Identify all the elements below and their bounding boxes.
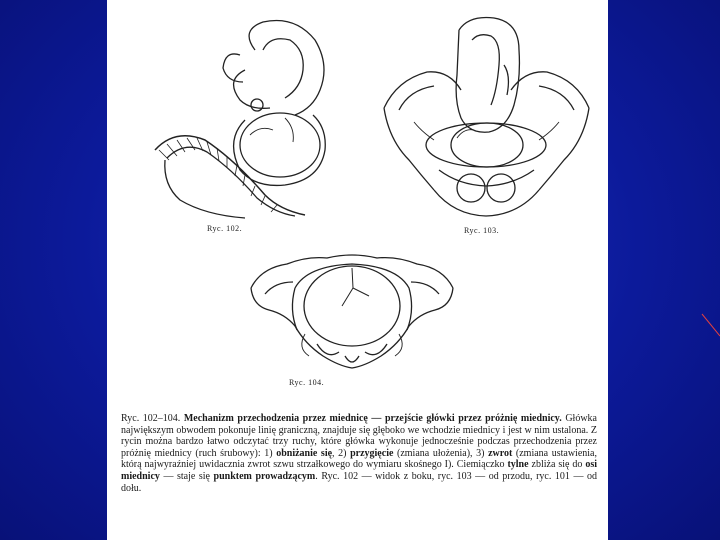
caption-body-6: — staje się [159,470,214,482]
caption-term-2: przygięcie [350,447,394,459]
caption-title: Mechanizm przechodzenia przez miednicę — przejście główki przez próżnię miednicy. [183,413,562,424]
caption-body-1: Główka największym obwodem pokonuje linię graniczną, znajduje się głęboko we wchodzie miednicy i jest w nim ustalona. Z rycin można bardzo łatwo odczytać trzy ruchy, które główka wykonuje jednocześnie podczas przechodzenia przez próżnię miednicy (ruch śrubowy): 1) [121,413,597,459]
caption-body-7: . Ryc. 102 — widok z boku, ryc. 103 — od przodu, ryc. 101 — od dołu. [121,470,598,494]
caption-term-1: obniżanie się [276,447,333,459]
caption-body-4: (zmiana ustawienia, którą najwyraźniej uwidacznia zwrot szwu strzałkowego do wymiaru skośnego I). Ciemiączko [121,447,597,471]
figure-104-label: Ryc. 104. [289,378,325,387]
caption-term-6: punktem prowadzącym [213,470,316,482]
caption-paragraph [121,413,597,494]
figure-103-label: Ryc. 103. [464,226,500,235]
caption-term-3: zwrot [488,447,513,459]
caption-term-4: tylne [507,459,529,471]
caption-prefix: Ryc. 102–104. [121,413,184,424]
figure-102-side-view [145,10,345,233]
decorative-line [700,312,720,338]
caption-body-3: (zmiana ułożenia), 3) [393,447,489,459]
figure-104-bottom-view [247,248,457,387]
caption-body-2: , 2) [332,447,351,459]
caption-term-5: osi miednicy [121,459,597,482]
figure-102-label: Ryc. 102. [207,224,243,233]
scanned-page [107,0,608,540]
figure-caption [121,413,597,494]
figure-103-front-view [379,10,594,235]
caption-body-5: zbliża się do [528,459,586,471]
